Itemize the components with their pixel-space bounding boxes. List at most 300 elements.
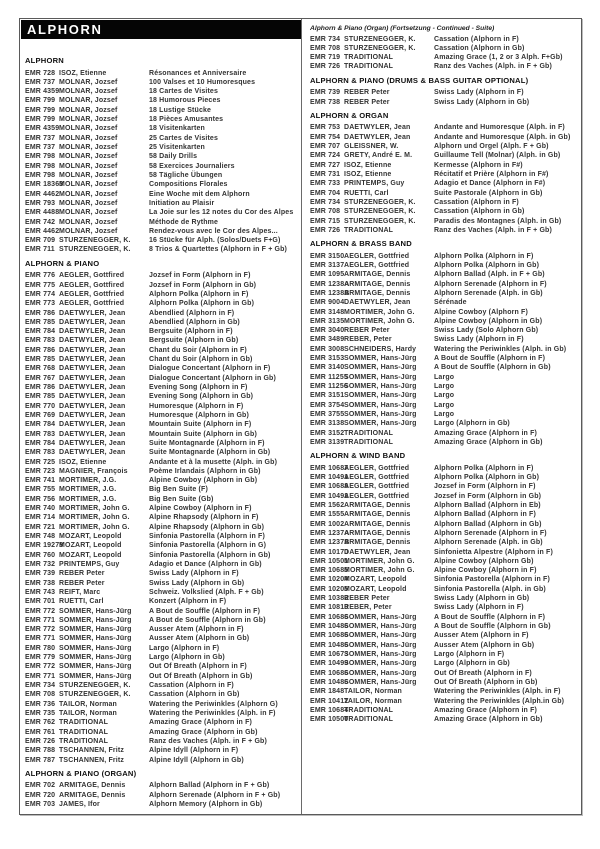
emr-number: EMR 736 xyxy=(25,700,56,708)
composer-name: MOLNAR, Jozsef xyxy=(59,227,118,235)
emr-number: EMR 1238B xyxy=(310,289,350,297)
piece-title: Alphorn Polka (Alphorn in F) xyxy=(149,290,249,298)
right-column xyxy=(310,22,578,724)
piece-title: Swiss Lady (Alphorn in Gb) xyxy=(149,579,245,587)
catalog-row xyxy=(310,354,578,363)
emr-number: EMR 10205 xyxy=(310,585,349,593)
composer-name: SOMMER, Hans-Jürg xyxy=(344,641,417,649)
catalog-row xyxy=(310,473,578,482)
emr-number: EMR 4359 xyxy=(25,125,60,133)
composer-name: SOMMER, Hans-Jürg xyxy=(344,392,417,400)
piece-title: 58 Daily Drills xyxy=(149,153,198,161)
composer-name: TRADITIONAL xyxy=(59,728,109,736)
catalog-row xyxy=(310,123,578,132)
emr-number: EMR 786 xyxy=(25,309,56,317)
catalog-row xyxy=(310,298,578,307)
piece-title: Résonances et Anniversaire xyxy=(149,69,247,77)
piece-title: Cassation (Alphorn in F) xyxy=(434,198,519,206)
piece-title: Cassation (Alphorn in Gb) xyxy=(434,208,525,216)
emr-number: EMR 4462 xyxy=(25,227,60,235)
composer-name: TSCHANNEN, Fritz xyxy=(59,756,125,764)
piece-title: Largo xyxy=(434,392,455,400)
composer-name: MORTIMER, John G. xyxy=(344,317,415,325)
piece-title: Jozsef in Form (Alphorn in Gb) xyxy=(434,492,542,500)
piece-title: Big Ben Suite (Gb) xyxy=(149,495,214,503)
composer-name: MORTIMER, J.G. xyxy=(59,477,117,485)
emr-number: EMR 740 xyxy=(25,505,56,513)
emr-number: EMR 10501 xyxy=(310,557,349,565)
catalog-row xyxy=(310,308,578,317)
piece-title: Alpine Idyll (Alphorn in Gb) xyxy=(149,756,244,764)
emr-number: EMR 754 xyxy=(310,133,341,141)
emr-number: EMR 709 xyxy=(25,237,56,245)
catalog-row xyxy=(25,346,297,355)
emr-number: EMR 737 xyxy=(25,144,56,151)
composer-name: DAETWYLER, Jean xyxy=(59,439,126,447)
catalog-row xyxy=(25,392,297,401)
composer-name: ISOZ, Etienne xyxy=(59,458,107,466)
emr-number: EMR 726 xyxy=(25,737,56,745)
piece-title: Alphorn Ballad (Alphorn in Eb) xyxy=(434,501,541,509)
catalog-row xyxy=(310,575,578,584)
composer-name: SCHNEIDERS, Hardy xyxy=(344,345,417,353)
piece-title: Alphorn Polka (Alphorn in Gb) xyxy=(434,474,540,481)
catalog-row xyxy=(25,737,297,746)
catalog-row xyxy=(310,133,578,142)
catalog-row xyxy=(25,180,297,189)
composer-name: TRADITIONAL xyxy=(59,719,109,727)
emr-number: EMR 711 xyxy=(25,246,55,254)
composer-name: SOMMER, Hans-Jürg xyxy=(344,364,417,372)
composer-name: SOMMER, Hans-Jürg xyxy=(59,635,132,643)
composer-name: AEGLER, Gottfried xyxy=(344,464,410,472)
catalog-row xyxy=(25,476,297,485)
catalog-row xyxy=(25,728,297,737)
piece-title: 18 Pièces Amusantes xyxy=(149,116,224,124)
composer-name: MOZART, Leopold xyxy=(59,551,122,559)
catalog-row xyxy=(25,625,297,634)
composer-name: STURZENEGGER, K. xyxy=(59,682,131,689)
catalog-row xyxy=(25,513,297,522)
composer-name: SOMMER, Hans-Jürg xyxy=(344,669,417,677)
piece-title: Sinfonietta Alpestre (Alphorn in F) xyxy=(434,548,553,556)
emr-number: EMR 10688 xyxy=(310,483,349,491)
emr-number: EMR 10500 xyxy=(310,716,349,724)
emr-number: EMR 3151 xyxy=(310,392,345,400)
emr-number: EMR 3754 xyxy=(310,401,345,409)
composer-name: SOMMER, Hans-Jürg xyxy=(59,616,132,624)
emr-number: EMR 10499 xyxy=(310,660,349,668)
composer-name: REBER, Peter xyxy=(344,604,392,612)
composer-name: REBER, Peter xyxy=(344,336,392,344)
piece-title: Sinfonia Pastorella (Alphorn in Gb) xyxy=(149,551,271,559)
catalog-row xyxy=(25,420,297,429)
emr-number: EMR 738 xyxy=(25,579,56,587)
composer-name: MAGNIER, François xyxy=(59,467,128,475)
section-header: ALPHORN & ORGAN xyxy=(310,110,389,120)
composer-name: STURZENEGGER, K. xyxy=(59,691,131,699)
composer-name: TRADITIONAL xyxy=(344,438,394,446)
catalog-row xyxy=(310,659,578,668)
composer-name: DAETWYLER, Jean xyxy=(59,328,126,336)
piece-title: Evening Song (Alphorn in F) xyxy=(149,384,248,391)
emr-number: EMR 708 xyxy=(310,208,341,216)
piece-title: Amazing Grace (Alphorn in Gb) xyxy=(149,728,258,736)
catalog-row xyxy=(25,569,297,578)
piece-title: Andante and Humoresque (Alph. in Gb) xyxy=(434,133,571,141)
piece-title: Alpine Cowboy (Alphorn in Gb) xyxy=(434,317,543,325)
piece-title: Récitatif et Prière (Alphorn in F#) xyxy=(434,170,549,178)
catalog-row xyxy=(25,152,297,161)
composer-name: DAETWYLER, Jean xyxy=(344,124,411,132)
composer-name: STURZENEGGER, K. xyxy=(59,237,131,245)
catalog-row xyxy=(310,594,578,603)
catalog-row xyxy=(310,482,578,491)
composer-name: ARMITAGE, Dennis xyxy=(344,280,411,288)
piece-title: Bergsuite (Alphorn in Gb) xyxy=(149,337,239,345)
composer-name: AEGLER, Gottfried xyxy=(344,492,410,500)
catalog-row xyxy=(25,607,297,616)
piece-title: Alphorn Ballad (Alphorn in Gb) xyxy=(434,520,542,528)
piece-title: Largo xyxy=(434,373,455,381)
catalog-row xyxy=(310,715,578,724)
emr-number: EMR 738 xyxy=(310,98,341,106)
catalog-row xyxy=(25,318,297,327)
emr-number: EMR 721 xyxy=(25,523,56,531)
emr-number: EMR 719 xyxy=(310,54,341,62)
emr-number: EMR 3150 xyxy=(310,252,345,260)
piece-title: Bergsuite (Alphorn in F) xyxy=(149,328,233,336)
emr-number: EMR 767 xyxy=(25,374,56,382)
piece-title: Alphorn Polka (Alphorn in F) xyxy=(434,464,534,472)
emr-number: EMR 798 xyxy=(25,171,56,179)
composer-name: SOMMER, Hans-Jürg xyxy=(344,383,417,390)
emr-number: EMR 3755 xyxy=(310,410,345,418)
catalog-row xyxy=(25,124,297,133)
piece-title: Largo xyxy=(434,401,455,409)
catalog-row xyxy=(310,151,578,160)
catalog-row xyxy=(310,492,578,501)
catalog-section xyxy=(25,259,297,765)
emr-number: EMR 737 xyxy=(25,78,56,86)
piece-title: Dialogue Concertant (Alphorn in Gb) xyxy=(149,374,276,382)
composer-name: MOLNAR, Jozsef xyxy=(59,134,118,142)
catalog-row xyxy=(25,115,297,124)
composer-name: DAETWYLER, Jean xyxy=(59,449,126,457)
piece-title: Kermesse (Alphorn in F#) xyxy=(434,161,523,169)
composer-name: ARMITAGE, Dennis xyxy=(344,529,411,537)
piece-title: Amazing Grace (Alphorn in F) xyxy=(434,429,537,437)
catalog-row xyxy=(25,208,297,217)
composer-name: ISOZ, Etienne xyxy=(344,161,392,169)
piece-title: Watering the Periwinkles (Alph.in Gb) xyxy=(434,697,565,705)
composer-name: DAETWYLER, Jean xyxy=(59,374,126,382)
piece-title: Suite Pastorale (Alphorn in Gb) xyxy=(434,189,543,197)
piece-title: Rendez-vous avec le Cor des Alpes... xyxy=(149,227,278,235)
composer-name: AEGLER, Gottfried xyxy=(59,300,125,308)
catalog-row xyxy=(25,616,297,625)
composer-name: MOLNAR, Jozsef xyxy=(59,106,118,114)
piece-title: Chant du Soir (Alphorn in F) xyxy=(149,346,247,354)
catalog-row xyxy=(310,326,578,335)
catalog-row xyxy=(25,364,297,373)
piece-title: Konzert (Alphorn in F) xyxy=(149,598,227,606)
piece-title: Swiss Lady (Alphorn in F) xyxy=(434,89,524,97)
catalog-row xyxy=(25,383,297,392)
catalog-row xyxy=(310,217,578,226)
composer-name: MORTIMER, John G. xyxy=(59,514,130,522)
catalog-section xyxy=(310,76,578,107)
composer-name: ARMITAGE, Dennis xyxy=(344,520,411,528)
composer-name: MORTIMER, John G. xyxy=(344,557,415,565)
catalog-row xyxy=(310,697,578,706)
composer-name: SOMMER, Hans-Jürg xyxy=(344,420,417,428)
composer-name: SOMMER, Hans-Jürg xyxy=(344,410,417,418)
catalog-row xyxy=(310,391,578,400)
composer-name: STURZENEGGER, K. xyxy=(344,198,416,206)
emr-number: EMR 731 xyxy=(310,170,341,178)
piece-title: Adagio et Dance (Alphorn in Gb) xyxy=(149,560,262,568)
composer-name: PRINTEMPS, Guy xyxy=(59,560,120,568)
composer-name: DAETWYLER, Jean xyxy=(59,384,126,391)
composer-name: MORTIMER, J.G. xyxy=(59,495,117,503)
piece-title: 18 Visitenkarten xyxy=(149,125,205,133)
catalog-section xyxy=(25,769,297,809)
catalog-row xyxy=(25,653,297,662)
emr-number: EMR 10486 xyxy=(310,623,349,630)
composer-name: SOMMER, Hans-Jürg xyxy=(344,401,417,409)
piece-title: Largo (Alphorn in F) xyxy=(434,650,505,658)
catalog-row xyxy=(25,560,297,569)
emr-number: EMR 784 xyxy=(25,439,56,447)
emr-number: EMR 3138 xyxy=(310,420,345,428)
composer-name: REBER Peter xyxy=(59,579,105,587)
emr-number: EMR 4359 xyxy=(25,88,60,96)
composer-name: SOMMER, Hans-Jürg xyxy=(344,660,417,668)
catalog-row xyxy=(25,245,297,254)
emr-number: EMR 3135 xyxy=(310,317,345,325)
catalog-row xyxy=(25,532,297,541)
catalog-row xyxy=(310,410,578,419)
composer-name: TAILOR, Norman xyxy=(344,688,402,696)
catalog-row xyxy=(25,134,297,143)
piece-title: 18 Lustige Stücke xyxy=(149,106,212,114)
composer-name: ARMITAGE, Dennis xyxy=(344,289,411,297)
composer-name: STURZENEGGER, K. xyxy=(344,44,416,52)
composer-name: DAETWYLER, Jean xyxy=(59,430,126,438)
catalog-row xyxy=(25,579,297,588)
composer-name: MOLNAR, Jozsef xyxy=(59,171,118,179)
composer-name: DAETWYLER, Jean xyxy=(344,133,411,141)
composer-name: ARMITAGE, Dennis xyxy=(59,791,126,799)
catalog-row xyxy=(310,88,578,97)
composer-name: MOLNAR, Jozsef xyxy=(59,190,118,198)
emr-number: EMR 748 xyxy=(25,533,56,540)
composer-name: JAMES, Ifor xyxy=(59,800,100,808)
piece-title: Alphorn Serenade (Alphorn in F + Gb) xyxy=(149,791,281,799)
catalog-row xyxy=(310,179,578,188)
composer-name: AEGLER, Gottfried xyxy=(344,483,410,491)
emr-number: EMR 723 xyxy=(25,467,56,475)
piece-title: A Bout de Souffle (Alphorn in Gb) xyxy=(434,364,551,372)
composer-name: STURZENEGGER, K. xyxy=(344,208,416,216)
composer-name: MOLNAR, Jozsef xyxy=(59,162,118,170)
composer-name: MOLNAR, Jozsef xyxy=(59,181,118,189)
catalog-row xyxy=(25,411,297,420)
composer-name: AEGLER, Gottfried xyxy=(344,261,410,269)
catalog-row xyxy=(310,529,578,538)
composer-name: TAILOR, Norman xyxy=(344,697,402,705)
emr-number: EMR 741 xyxy=(25,477,56,485)
emr-number: EMR 10686 xyxy=(310,669,349,677)
piece-title: Adagio et Dance (Alphorn in F#) xyxy=(434,180,546,188)
catalog-row xyxy=(25,746,297,755)
emr-number: EMR 702 xyxy=(25,782,56,790)
emr-number: EMR 734 xyxy=(310,35,341,43)
catalog-row xyxy=(310,650,578,659)
composer-name: TSCHANNEN, Fritz xyxy=(59,747,125,755)
composer-name: TRADITIONAL xyxy=(344,63,394,71)
piece-title: A Bout de Souffle (Alphorn in F) xyxy=(149,607,261,615)
catalog-row xyxy=(25,467,297,476)
emr-number: EMR 768 xyxy=(25,365,56,373)
composer-name: ISOZ, Etienne xyxy=(344,170,392,178)
piece-title: 18 Cartes de Visites xyxy=(149,88,219,96)
catalog-row xyxy=(310,161,578,170)
piece-title: Alpine Cowboy (Alphorn F) xyxy=(434,308,528,316)
piece-title: 16 Stücke für Alph. (Solos/Duets F+G) xyxy=(149,237,281,245)
catalog-row xyxy=(25,681,297,690)
catalog-row xyxy=(25,644,297,653)
catalog-row xyxy=(25,162,297,171)
catalog-row xyxy=(25,290,297,299)
emr-number: EMR 10170 xyxy=(310,548,349,556)
catalog-row xyxy=(25,96,297,105)
emr-number: EMR 704 xyxy=(310,189,341,197)
emr-number: EMR 4488 xyxy=(25,209,60,217)
piece-title: Alphorn Polka (Alphorn in F) xyxy=(434,252,534,260)
catalog-row xyxy=(25,634,297,643)
piece-title: Poème Irlandais (Alphorn in Gb) xyxy=(149,467,261,475)
emr-number: EMR 733 xyxy=(310,180,341,188)
composer-name: DAETWYLER, Jean xyxy=(59,337,126,345)
piece-title: Alphorn Ballad (Alphorn in F) xyxy=(434,511,536,519)
emr-number: EMR 3139 xyxy=(310,438,345,446)
catalog-row xyxy=(310,261,578,270)
emr-number: EMR 10810 xyxy=(310,604,349,612)
emr-number: EMR 786 xyxy=(25,346,56,354)
piece-title: Evening Song (Alphorn in Gb) xyxy=(149,393,254,401)
piece-title: Suite Montagnarde (Alphorn in F) xyxy=(149,439,265,447)
catalog-row xyxy=(25,588,297,597)
catalog-row xyxy=(25,756,297,765)
piece-title: Sinfonia Pastorella (Alphorn in F) xyxy=(149,533,265,540)
continuation-note: Alphorn & Piano (Organ) (Fortsetzung - Continued - Suite) xyxy=(310,25,495,32)
emr-number: EMR 734 xyxy=(25,682,56,689)
composer-name: SOMMER, Hans-Jürg xyxy=(59,607,132,615)
catalog-row xyxy=(25,327,297,336)
emr-number: EMR 720 xyxy=(25,791,56,799)
piece-title: Largo (Alphorn in Gb) xyxy=(434,420,510,428)
catalog-row xyxy=(310,557,578,566)
catalog-row xyxy=(310,510,578,519)
emr-number: EMR 739 xyxy=(310,89,341,97)
catalog-row xyxy=(310,419,578,428)
emr-number: EMR 769 xyxy=(25,411,56,419)
piece-title: Amazing Grace (Alphorn in F) xyxy=(149,719,252,727)
piece-title: Humoresque (Alphorn in Gb) xyxy=(149,411,249,419)
emr-number: EMR 743 xyxy=(25,588,56,596)
composer-name: MOLNAR, Jozsef xyxy=(59,144,118,151)
emr-number: EMR 770 xyxy=(25,402,56,410)
piece-title: Alpine Rhapsody (Alphorn in F) xyxy=(149,514,259,522)
emr-number: EMR 708 xyxy=(25,691,56,699)
emr-number: EMR 799 xyxy=(25,106,56,114)
emr-number: EMR 18363 xyxy=(25,181,64,189)
catalog-row xyxy=(25,78,297,87)
piece-title: Cassation (Alphorn in Gb) xyxy=(149,691,240,699)
composer-name: DAETWYLER, Jean xyxy=(59,421,126,429)
composer-name: TRADITIONAL xyxy=(344,429,394,437)
composer-name: DAETWYLER, Jean xyxy=(59,318,126,326)
emr-number: EMR 10492 xyxy=(310,492,349,500)
composer-name: SOMMER, Hans-Jürg xyxy=(344,632,417,640)
composer-name: REBER Peter xyxy=(59,570,105,578)
emr-number: EMR 3040 xyxy=(310,327,345,335)
composer-name: SOMMER, Hans-Jürg xyxy=(344,355,417,363)
composer-name: MOLNAR, Jozsef xyxy=(59,199,118,207)
emr-number: EMR 739 xyxy=(25,570,56,578)
composer-name: REIFT, Marc xyxy=(59,588,101,596)
catalog-row xyxy=(25,236,297,245)
catalog-row xyxy=(310,631,578,640)
piece-title: 25 Cartes de Visites xyxy=(149,134,219,142)
piece-title: Mountain Suite (Alphorn in Gb) xyxy=(149,430,257,438)
piece-title: Guillaume Tell (Molnar) (Alph. in Gb) xyxy=(434,152,561,160)
composer-name: TRADITIONAL xyxy=(59,737,109,745)
piece-title: Ranz des Vaches (Alph. in F + Gb) xyxy=(434,63,552,71)
piece-title: 58 Tägliche Übungen xyxy=(149,171,223,179)
composer-name: REBER Peter xyxy=(344,595,390,603)
piece-title: Abendlied (Alphorn in Gb) xyxy=(149,318,240,326)
composer-name: AEGLER, Gottfired xyxy=(59,281,125,289)
piece-title: Out Of Breath (Alphorn in F) xyxy=(149,663,247,671)
piece-title: Watering the Periwinkles (Alph. in Gb) xyxy=(434,345,567,353)
catalog-row xyxy=(25,700,297,709)
catalog-row xyxy=(310,53,578,62)
emr-number: EMR 10686 xyxy=(310,613,349,621)
emr-number: EMR 1555 xyxy=(310,511,345,519)
composer-name: MOLNAR, Jozsef xyxy=(59,78,118,86)
piece-title: La Joie sur les 12 notes du Cor des Alpes xyxy=(149,209,294,217)
composer-name: SOMMER, Hans-Jürg xyxy=(59,644,132,652)
composer-name: SOMMER, Hans-Jürg xyxy=(344,613,417,621)
piece-title: Humoresque (Alphorn in F) xyxy=(149,402,244,410)
catalog-row xyxy=(25,439,297,448)
emr-number: EMR 732 xyxy=(25,560,56,568)
composer-name: SOMMER, Hans-Jürg xyxy=(59,654,132,662)
piece-title: Initiation au Plaisir xyxy=(149,199,215,207)
catalog-row xyxy=(310,538,578,547)
catalog-row xyxy=(25,800,297,809)
catalog-row xyxy=(25,171,297,180)
catalog-section xyxy=(310,24,578,72)
page-title-bar xyxy=(21,20,301,39)
emr-number: EMR 4462 xyxy=(25,190,60,198)
catalog-row xyxy=(310,289,578,298)
catalog-row xyxy=(25,271,297,280)
column-divider xyxy=(301,19,302,814)
